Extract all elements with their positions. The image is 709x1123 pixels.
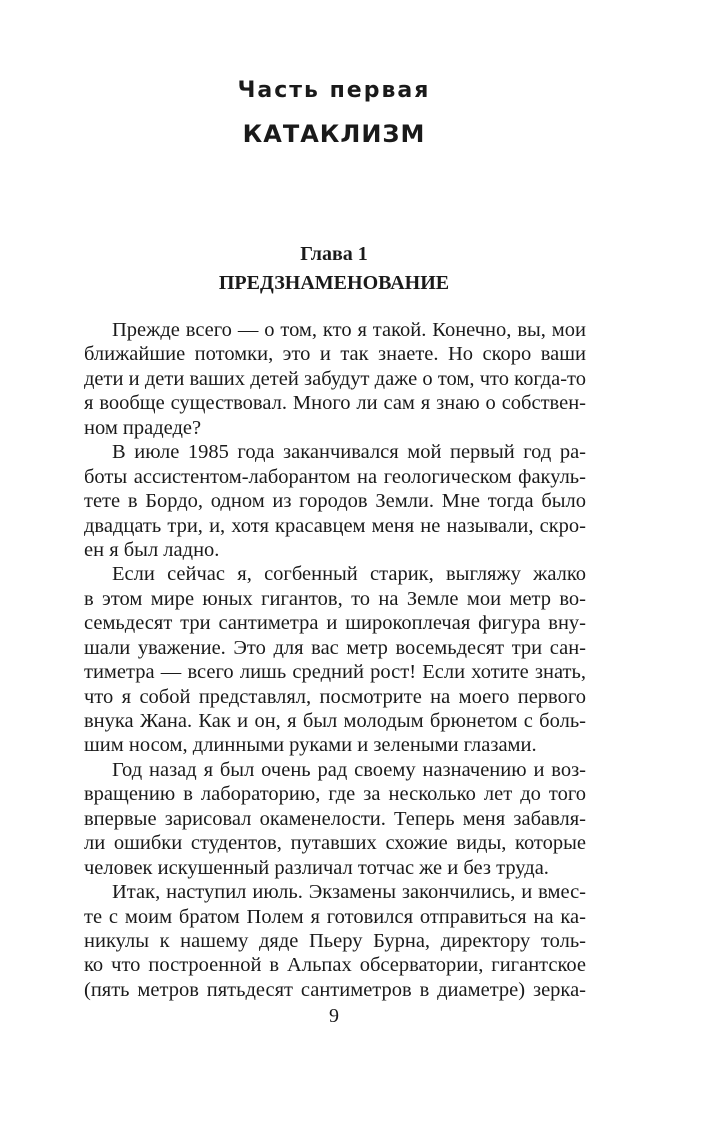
text-line: человек искушенный различал тотчас же и без труда.	[84, 856, 549, 879]
text-line: тете в Бордо, одном из городов Земли. Мне тогда было	[84, 490, 586, 513]
text-line: двадцать три, и, хотя красавцем меня не называли, скро-	[84, 514, 586, 537]
text-line: Прежде всего — о том, кто я такой. Конечно, вы, мои	[112, 319, 586, 341]
text-line: я вообще существовал. Много ли сам я знаю о собствен-	[84, 392, 586, 415]
text-line: те с моим братом Полем я готовился отправиться на ка-	[84, 905, 586, 928]
text-line: ко что построенной в Альпах обсерватории, гигантское	[84, 954, 586, 977]
text-line: ном прадеде?	[84, 416, 202, 439]
part-title: Часть первая	[237, 78, 431, 103]
text-line: ближайшие потомки, это и так знаете. Но скоро ваши	[84, 343, 586, 366]
text-line: В июле 1985 года заканчивался мой первый год ра-	[112, 441, 586, 464]
page-number: 9	[329, 1005, 339, 1027]
text-line: (пять метров пятьдесят сантиметров в диаметре) зерка-	[84, 978, 586, 1001]
text-line: Год назад я был очень рад своему назначению и воз-	[112, 758, 586, 781]
text-line: тиметра — всего лишь средний рост! Если хотите знать,	[84, 661, 586, 684]
body-text	[84, 318, 586, 1002]
chapter-name: ПРЕДЗНАМЕНОВАНИЕ	[218, 272, 450, 294]
text-line: впервые зарисовал окаменелости. Теперь меня забавля-	[84, 807, 586, 830]
text-line: боты ассистентом-лаборантом на геологическом факуль-	[84, 465, 586, 488]
chapter-number: Глава 1	[300, 243, 368, 265]
text-line: дети и дети ваших детей забудут даже о том, что когда-то	[84, 367, 586, 390]
text-line: Если сейчас я, согбенный старик, выгляжу жалко	[112, 563, 586, 586]
text-line: внука Жана. Как и он, я был молодым брюнетом с боль-	[84, 710, 586, 732]
text-line: ли ошибки студентов, путавших схожие виды, которые	[84, 832, 586, 855]
text-line: что я собой представлял, посмотрите на моего первого	[84, 685, 586, 708]
text-line: в этом мире юных гигантов, то на Земле мои метр во-	[84, 587, 586, 610]
part-name: КАТАКЛИЗМ	[242, 120, 426, 148]
text-line: шали уважение. Это для вас метр восемьдесят три сан-	[84, 636, 586, 659]
text-line: никулы к нашему дяде Пьеру Бурна, директору толь-	[84, 929, 586, 952]
text-line: шим носом, длинными руками и зелеными глазами.	[84, 734, 537, 757]
text-line: ен я был ладно.	[84, 538, 220, 561]
text-line: вращению в лабораторию, где за несколько лет до того	[84, 783, 586, 806]
text-line: Итак, наступил июль. Экзамены закончились, и вмес-	[112, 881, 586, 904]
text-line: семьдесят три сантиметра и широкоплечая фигура вну-	[84, 612, 586, 635]
